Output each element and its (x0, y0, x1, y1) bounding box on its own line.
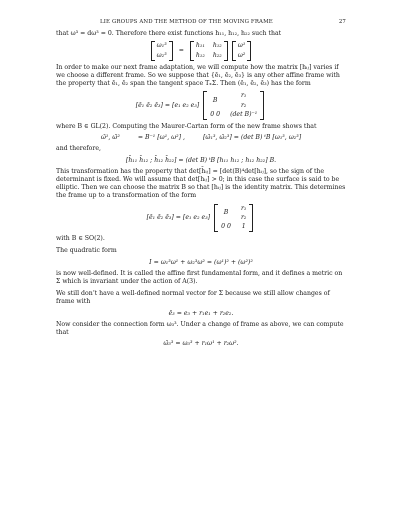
paragraph-7: The quadratic form (56, 247, 117, 255)
equation-8 (56, 340, 346, 348)
eq5-lhs: [ē₁ ē₂ ē₃] = [e₁ e₂ e₃] (146, 213, 211, 221)
eq5-col-1: r₂ (240, 213, 247, 221)
paragraph-3: where B ∈ GL(2). Computing the Maurer-Cartan form of the new frame shows that (56, 123, 317, 131)
equation-6 (56, 259, 346, 267)
eq2-zeros: 0 0 (210, 110, 221, 118)
eq1-m-2: h₁₂ (195, 51, 205, 59)
eq4-text: [h̄₁₁ h̄₁₂ ; h̄₁₂ h̄₂₂] = (det B) ᵗB [h₁₁ h₁₂ ; h₁₂ h₂₂] B. (125, 156, 277, 164)
paragraph-5: This transformation has the property that det[h̄ᵢⱼ] = [det(B)⁴det[hᵢⱼ], so the sign of the determinant is fixed. We will assume that det[hᵢⱼ] > 0; in this case the surface is said to be elliptic. Then we can choose the matrix B so that [hᵢⱼ] is the identity matrix. This determines the frame up to a transformation of the form (56, 167, 346, 200)
header-title: LIE GROUPS AND THE METHOD OF THE MOVING FRAME (100, 19, 273, 25)
eq1-lhs-1: ω₂³ (156, 51, 167, 59)
equation-5 (56, 204, 346, 233)
eq2-lhs: [ē₁ ē₂ ē₃] = [e₁ e₂ e₃] (135, 101, 200, 109)
eq5-zeros: 0 0 (221, 223, 231, 231)
paragraph-1: that ω³ = dω³ = 0. Therefore there exist functions h₁₁, h₁₂, h₂₂ such that (56, 30, 282, 38)
eq8-text: ω̄₃³ = ω₃³ + r₁ω¹ + r₂ω². (163, 340, 239, 348)
eq1-v-0: ω¹ (237, 42, 246, 50)
paragraph-4: and therefore, (56, 145, 101, 153)
eq3-c: [ω̄₁³, ω̄₂³] = (det B) ᵗB [ω₁³, ω₂³] (203, 134, 302, 142)
eq7-text: ē₃ = e₃ + r₁e₁ + r₂e₂. (168, 309, 234, 317)
running-header (100, 18, 346, 26)
eq3-b: = B⁻¹ [ω¹, ω²] , (137, 134, 186, 142)
equation-2 (56, 91, 346, 120)
page-number: 27 (338, 19, 346, 25)
eq1-m-1: h₁₂ (212, 42, 222, 50)
paragraph-10: Now consider the connection form ω₃³. Under a change of frame as above, we can compute that (56, 320, 344, 337)
equation-3 (56, 134, 346, 142)
eq3-a: ω̄¹, ω̄² (100, 134, 120, 142)
eq5-col-0: r₁ (240, 204, 247, 212)
eq1-m-3: h₂₂ (212, 51, 222, 59)
paragraph-6: with B ∈ SO(2). (56, 235, 105, 243)
paragraph-2: In order to make our next frame adaptation, we will compute how the matrix [hᵢⱼ] varies if we choose a different frame. So we suppose that {ē₁, ē₂, ē₃} is any other affine frame with the property that ē₁, ē₂ span the tangent space TₓΣ. Then (ē₁, ē₂, ē₃) has the form (56, 63, 340, 88)
equation-7 (56, 310, 346, 318)
eq5-block: B (223, 209, 229, 217)
eq2-col-2: (det B)⁻¹ (230, 110, 258, 118)
eq2-block: B (212, 97, 218, 105)
equation-4 (56, 157, 346, 165)
paragraph-8: is now well-defined. It is called the affine first fundamental form, and it defines a metric on Σ which is invariant under the action of A(3). (56, 269, 343, 286)
eq5-col-2: 1 (241, 223, 246, 231)
eq1-v-1: ω² (237, 51, 246, 59)
equation-1: ω₁³ ω₂³ = h₁₁ h₁₂ h₁₂ h₂₂ ω¹ ω² (56, 41, 346, 60)
eq2-col-0: r₁ (240, 92, 247, 100)
paragraph-9: We still don’t have a well-defined normal vector for Σ because we still allow changes of frame with (56, 290, 330, 306)
eq6-text: I = ω₁³ω¹ + ω₂³ω² = (ω¹)² + (ω²)² (149, 258, 253, 266)
eq1-lhs-0: ω₁³ (156, 42, 167, 50)
eq1-m-0: h₁₁ (195, 42, 205, 50)
eq2-col-1: r₂ (240, 101, 247, 109)
